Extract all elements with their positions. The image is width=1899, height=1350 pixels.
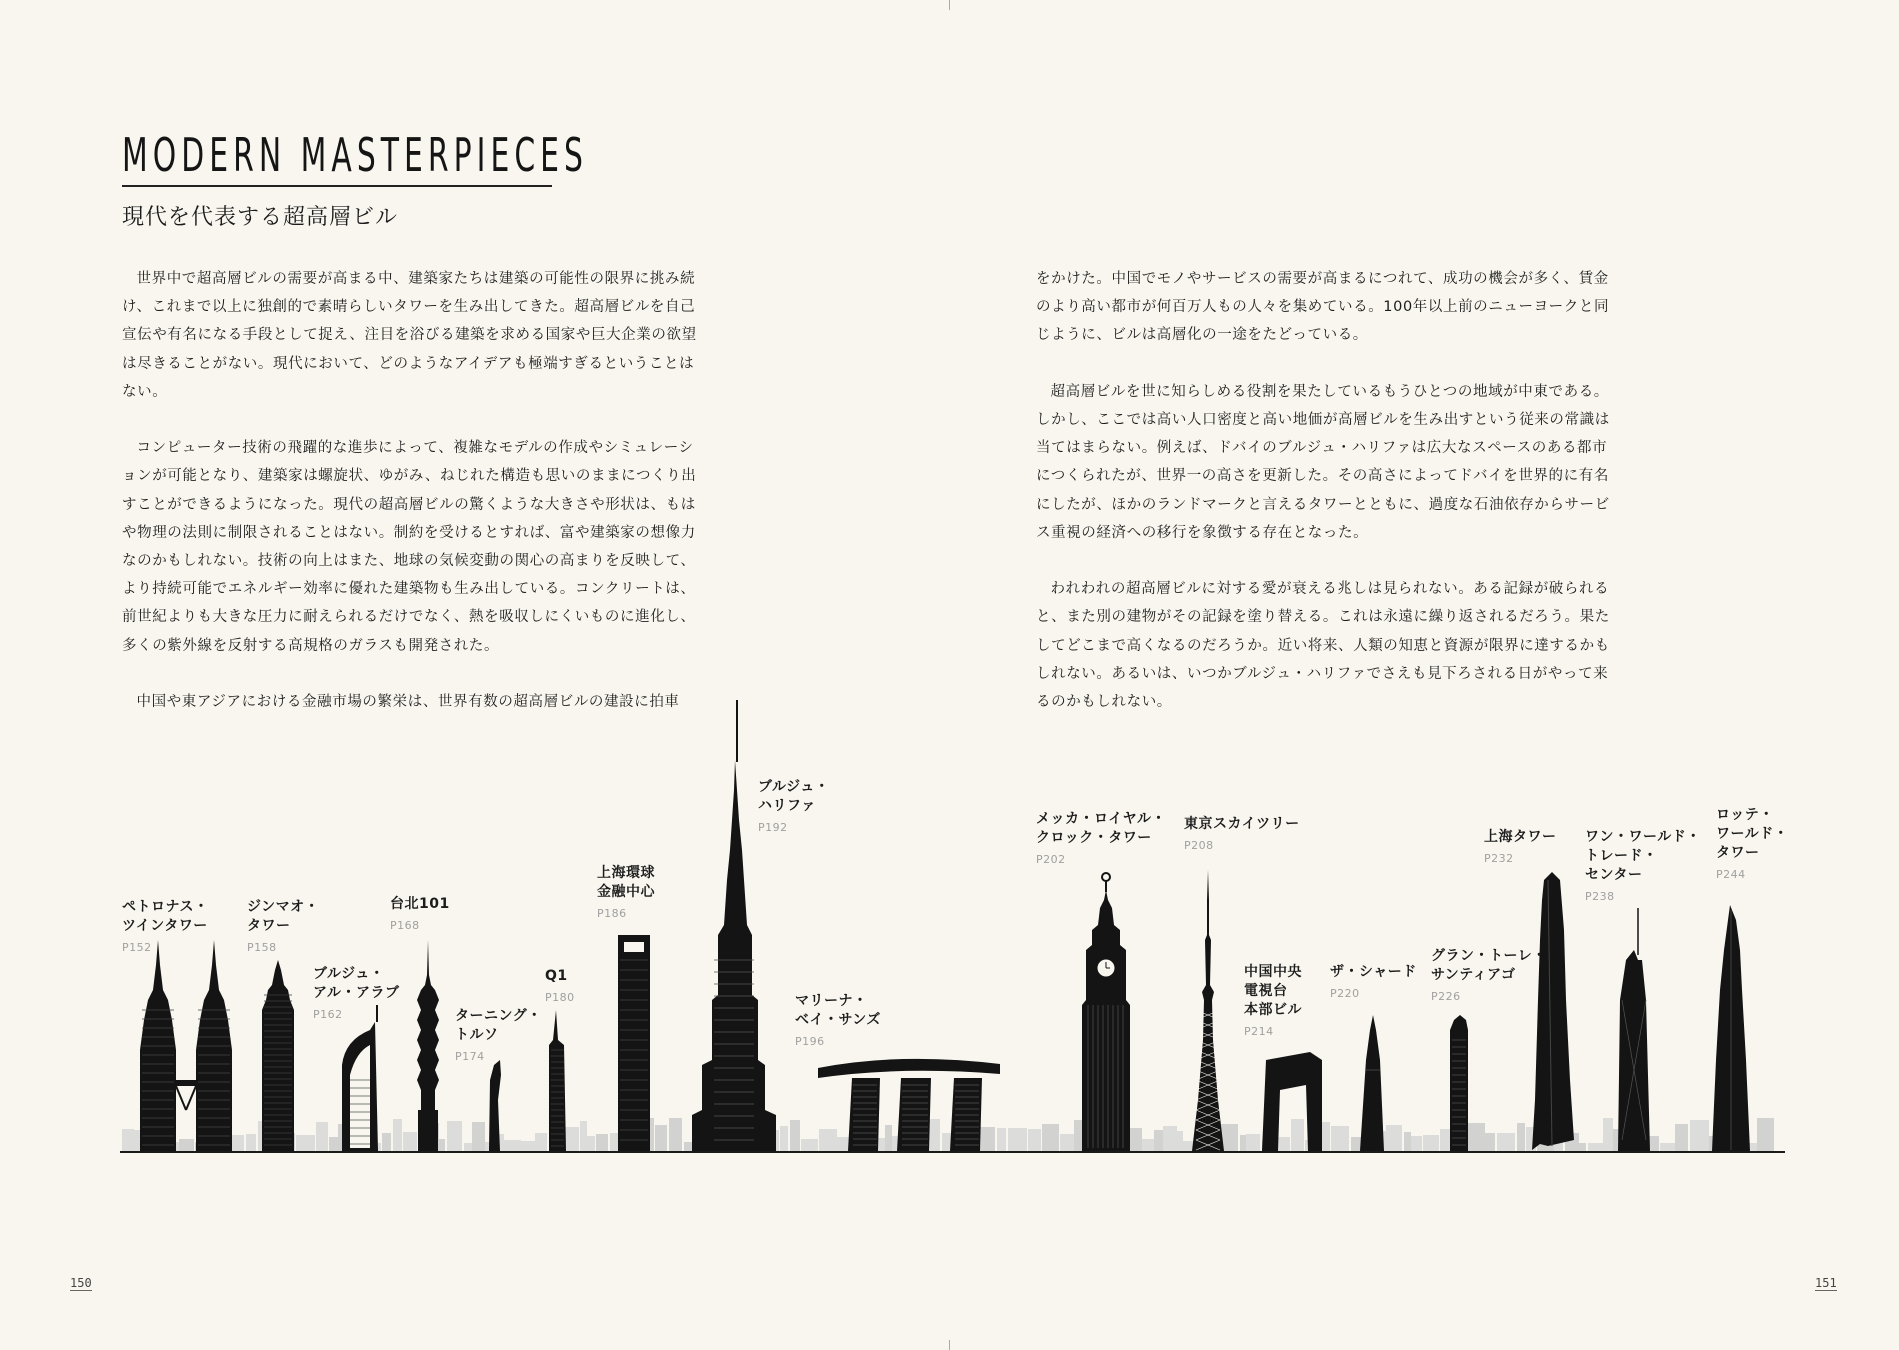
page-title: MODERN MASTERPIECES: [122, 128, 589, 182]
page-reference: P244: [1716, 868, 1746, 881]
building-shard: [1360, 1015, 1384, 1151]
page-reference: P226: [1431, 990, 1461, 1003]
building-label: [1484, 828, 1557, 868]
building-name: ワン・ワールド・ トレード・ センター: [1585, 829, 1701, 883]
building-name: 台北101: [390, 896, 450, 912]
page-reference: P152: [122, 941, 152, 954]
towers: [140, 700, 1750, 1151]
building-name: 上海タワー: [1484, 829, 1557, 845]
building-taipei101: [417, 940, 439, 1151]
page-reference: P174: [455, 1050, 485, 1063]
building-label: [1184, 815, 1300, 855]
page-reference: P232: [1484, 852, 1514, 865]
page-reference: P208: [1184, 839, 1214, 852]
building-name: ペトロナス・ ツインタワー: [122, 899, 209, 934]
page-reference: P202: [1036, 853, 1066, 866]
building-label: [545, 967, 575, 1007]
building-name: ブルジュ・ アル・アラブ: [313, 966, 400, 1001]
building-name: 上海環球 金融中心: [597, 865, 655, 900]
page-reference: P180: [545, 991, 575, 1004]
building-label: [313, 965, 399, 1024]
building-mecca: [1082, 873, 1130, 1151]
body-paragraph: 中国や東アジアにおける金融市場の繁栄は、世界有数の超高層ビルの建設に拍車: [136, 694, 680, 711]
building-costanera: [1450, 1015, 1468, 1151]
crop-mark-top: [949, 0, 950, 10]
page-reference: P186: [597, 907, 627, 920]
building-name: メッカ・ロイヤル・ クロック・タワー: [1036, 811, 1166, 846]
building-label: [455, 1007, 542, 1066]
building-label: [390, 895, 450, 935]
building-petronas: [140, 940, 232, 1151]
building-q1: [549, 1010, 566, 1151]
building-swfc: [618, 935, 650, 1151]
page-reference: P168: [390, 919, 420, 932]
page-reference: P196: [795, 1035, 825, 1048]
building-burjkhalifa: [692, 700, 776, 1151]
page-reference: P162: [313, 1008, 343, 1021]
building-label: [1431, 947, 1547, 1006]
page-number-left: 150: [70, 1276, 92, 1290]
body-paragraph: をかけた。中国でモノやサービスの需要が高まるにつれて、成功の機会が多く、賃金のより高い都市が何百万人もの人々を集めている。100年以上前のニューヨークと同じように、ビルは高層化の一途をたどっている。: [1036, 271, 1610, 344]
page-reference: P158: [247, 941, 277, 954]
page-subtitle: 現代を代表する超高層ビル: [122, 205, 399, 230]
building-name: ロッテ・ ワールド・ タワー: [1716, 807, 1789, 861]
page-number-right: 151: [1815, 1276, 1837, 1290]
building-torso: [489, 1060, 501, 1151]
building-name: ターニング・ トルソ: [455, 1008, 542, 1043]
page-reference: P238: [1585, 890, 1615, 903]
body-paragraph: コンピューター技術の飛躍的な進歩によって、複雑なモデルの作成やシミュレーションが可能となり、建築家は螺旋状、ゆがみ、ねじれた構造も思いのままにつくり出すことができるようになった。現代の超高層ビルの驚くような大きさや形状は、もはや物理の法則に制限されることはない。制約を受けるとすれば、富や建築家の想像力なのかもしれない。技術の向上はまた、地球の気候変動の関心の高まりを反映して、より持続可能でエネルギー効率に優れた建築物も生み出している。コンクリートは、前世紀よりも大きな圧力に耐えられるだけでなく、熱を吸収しにくいものに進化し、多くの紫外線を反射する高規格のガラスも開発された。: [122, 440, 697, 654]
page-reference: P220: [1330, 987, 1360, 1000]
body-paragraph: 超高層ビルを世に知らしめる役割を果たしているもうひとつの地域が中東である。しかし、ここでは高い人口密度と高い地価が高層ビルを生み出すという従来の常識は当てはまらない。例えば、ドバイのブルジュ・ハリファは広大なスペースのある都市につくられたが、世界一の高さを更新した。その高さによってドバイを世界的に有名にしたが、ほかのランドマークと言えるタワーとともに、過度な石油依存からサービス重視の経済への移行を象徴する存在となった。: [1036, 383, 1610, 541]
building-name: Q1: [545, 968, 568, 984]
building-wtc: [1618, 908, 1650, 1151]
body-paragraph: われわれの超高層ビルに対する愛が衰える兆しは見られない。ある記録が破られると、また別の建物がその記録を塗り替える。これは永遠に繰り返されるだろう。果たしてどこまで高くなるのだろうか。近い将来、人類の知恵と資源が限界に達するかもしれない。あるいは、いつかブルジュ・ハリファでさえも見下ろされる日がやって来るのかもしれない。: [1036, 581, 1610, 711]
building-name: 東京スカイツリー: [1184, 816, 1300, 832]
crop-mark-bottom: [949, 1340, 950, 1350]
building-label: [1330, 963, 1417, 1003]
building-label: [247, 898, 319, 957]
building-label: [1036, 810, 1166, 869]
building-label: [1244, 963, 1302, 1041]
page-reference: P192: [758, 821, 788, 834]
body-paragraph: 世界中で超高層ビルの需要が高まる中、建築家たちは建築の可能性の限界に挑み続け、これまで以上に独創的で素晴らしいタワーを生み出してきた。超高層ビルを自己宣伝や有名になる手段として捉え、注目を浴びる建築を求める国家や巨大企業の欲望は尽きることがない。現代において、どのようなアイデアも極端すぎるということはない。: [122, 271, 697, 400]
building-label: [758, 778, 829, 837]
building-name: ブルジュ・ ハリファ: [758, 779, 830, 814]
building-shanghaitower: [1532, 872, 1574, 1150]
building-name: ジンマオ・ タワー: [247, 899, 320, 934]
building-label: [1716, 806, 1788, 884]
building-label: [795, 992, 881, 1051]
page-reference: P214: [1244, 1025, 1274, 1038]
building-jinmao: [262, 960, 294, 1151]
building-name: 中国中央 電視台 本部ビル: [1244, 964, 1302, 1018]
building-name: グラン・トーレ・ サンティアゴ: [1431, 948, 1547, 983]
building-skytree: [1192, 870, 1224, 1151]
building-label: [122, 898, 208, 957]
building-lotte: [1712, 905, 1750, 1151]
building-label: [1585, 828, 1701, 906]
building-name: ザ・シャード: [1330, 964, 1417, 980]
building-name: マリーナ・ ベイ・サンズ: [795, 993, 881, 1028]
building-burjalarab: [342, 1005, 378, 1151]
building-label: [597, 864, 655, 923]
